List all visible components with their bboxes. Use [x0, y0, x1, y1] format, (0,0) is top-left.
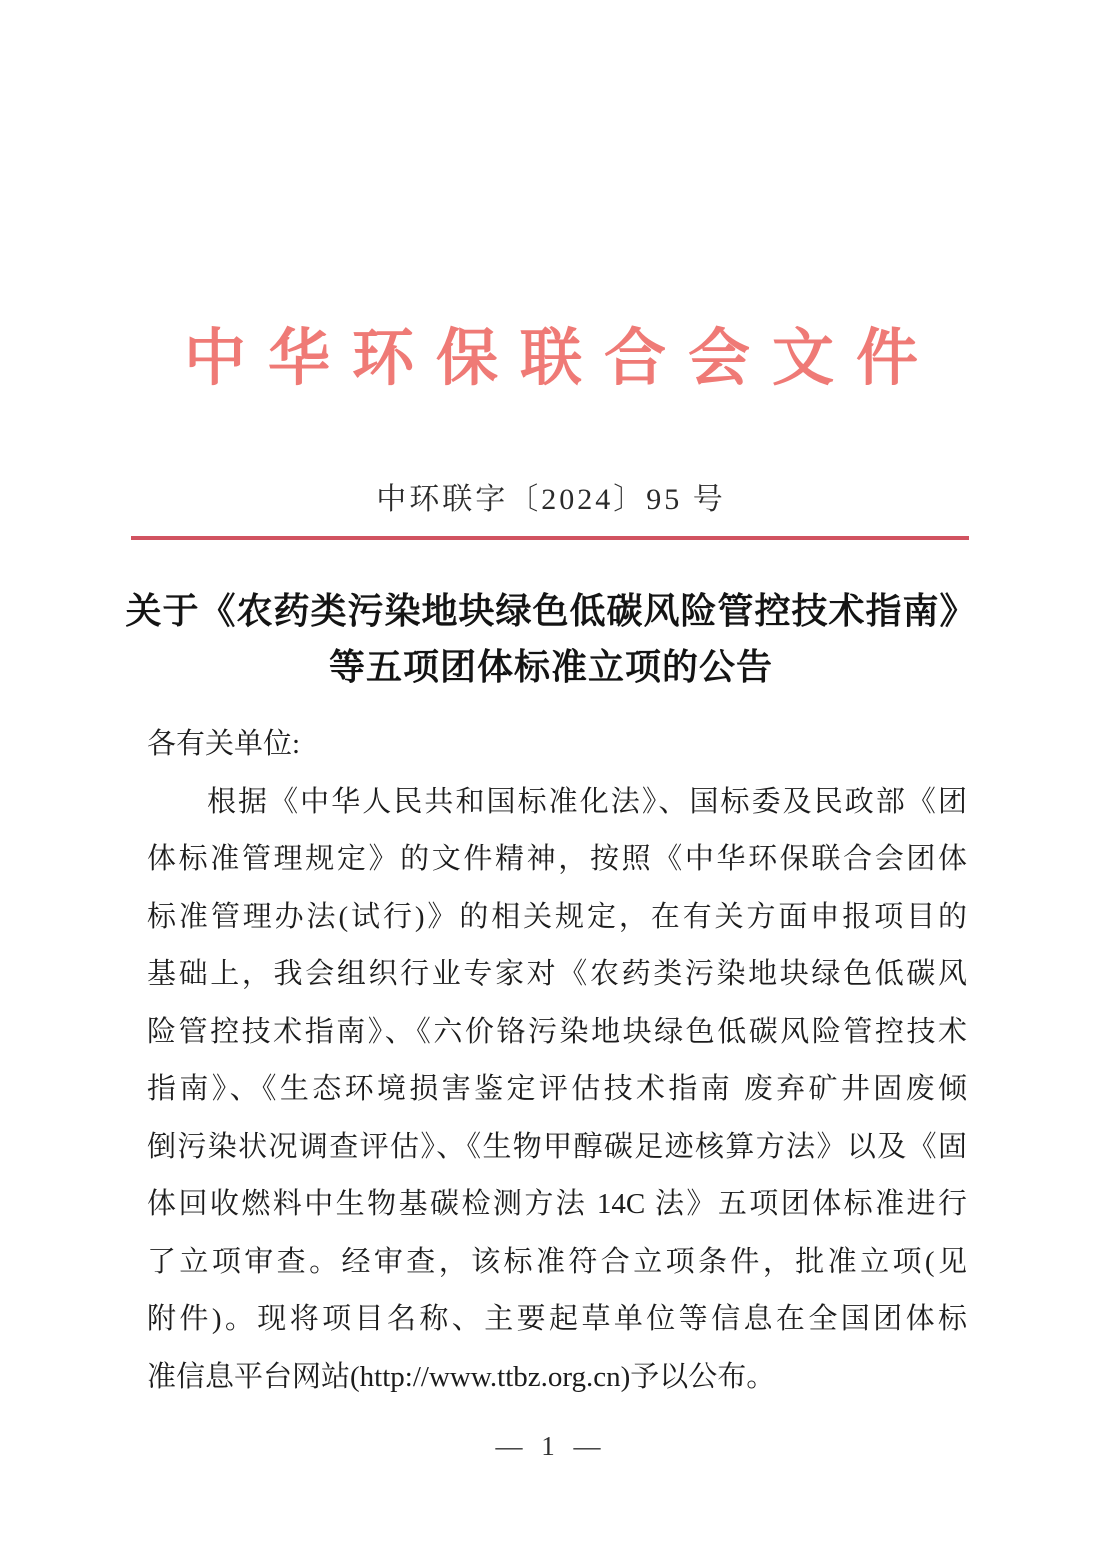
- document-body: [147, 716, 967, 1406]
- document-title: [0, 583, 1102, 695]
- body-line: 根据《中华人民共和国标准化法》、国标委及民政部《团: [207, 785, 967, 818]
- page-number: — 1 —: [495, 1431, 607, 1461]
- body-line: 了立项审查。经审查，该标准符合立项条件，批准立项(见: [147, 1245, 967, 1278]
- red-divider-line: [131, 536, 969, 540]
- body-line: 标准管理办法(试行)》的相关规定，在有关方面申报项目的: [147, 900, 967, 933]
- body-line: 指南》、《生态环境损害鉴定评估技术指南 废弃矿井固废倾: [147, 1073, 967, 1105]
- body-line: 准信息平台网站(http://www.ttbz.org.cn)予以公布。: [147, 1360, 776, 1393]
- body-line: 险管控技术指南》、《六价铬污染地块绿色低碳风险管控技术: [147, 1015, 967, 1048]
- document-number: 中环联字〔2024〕95 号: [376, 483, 726, 516]
- body-line: 体标准管理规定》的文件精神，按照《中华环保联合会团体: [147, 843, 967, 875]
- body-line: 基础上，我会组织行业专家对《农药类污染地块绿色低碳风: [147, 958, 967, 990]
- red-header-org-title: 中华环保联合会文件: [183, 325, 940, 393]
- document-title-line2: 等五项团体标准立项的公告: [328, 647, 773, 687]
- salutation: 各有关单位:: [147, 728, 301, 760]
- document-title-line1: 关于《农药类污染地块绿色低碳风险管控技术指南》: [125, 591, 977, 631]
- body-line: 倒污染状况调查评估》、《生物甲醇碳足迹核算方法》以及《固: [147, 1130, 967, 1163]
- body-line: 体回收燃料中生物基碳检测方法 14C 法》五项团体标准进行: [147, 1188, 967, 1220]
- body-line: 附件)。现将项目名称、主要起草单位等信息在全国团体标: [147, 1303, 967, 1335]
